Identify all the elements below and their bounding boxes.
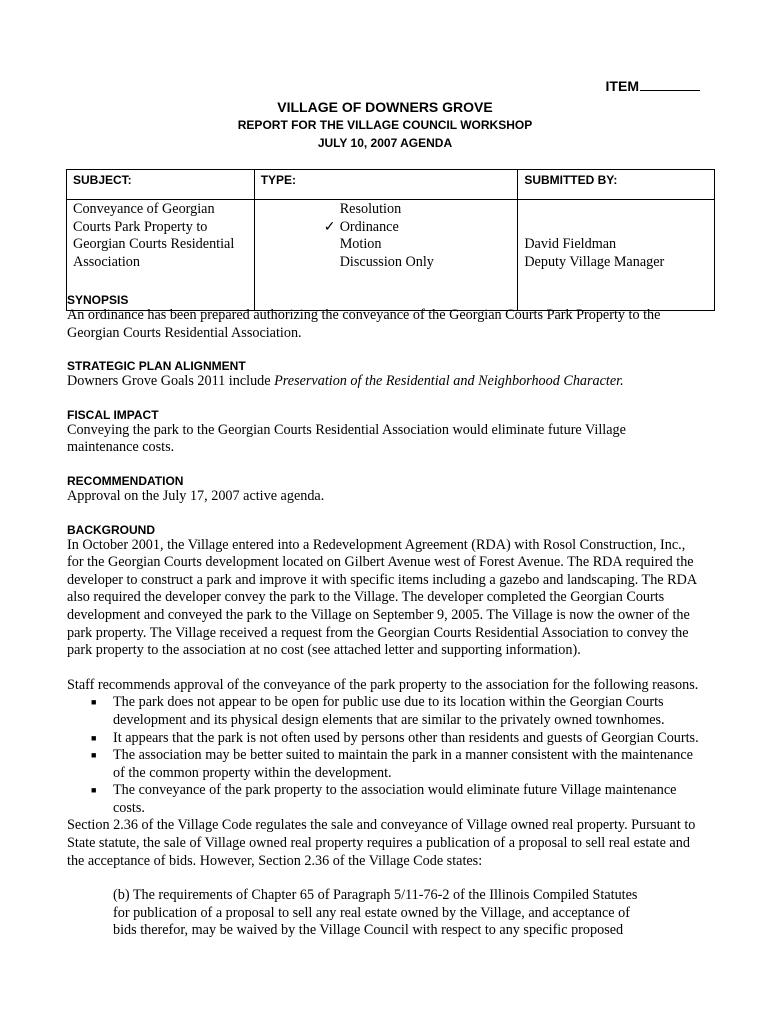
bullet-icon: ■ [91,785,97,796]
info-table [66,169,715,311]
type-option-discussion-only: Discussion Only [339,253,434,270]
strategic-plan-heading: STRATEGIC PLAN ALIGNMENT [67,359,246,374]
staff-recommendation-intro: Staff recommends approval of the conveyance of the park property to the association for the following reasons. [67,676,699,693]
strategic-plan-text: Downers Grove Goals 2011 include Preservation of the Residential and Neighborhood Character. [67,373,624,390]
code-quote: (b) The requirements of Chapter 65 of Paragraph 5/11-76-2 of the Illinois Compiled Statutes for publication of a proposal to sell any real estate owned by the Village, and acceptance of bids therefor, may be waived by the Village Council with respect to any specific proposed [113,887,638,939]
agenda-date: JULY 10, 2007 AGENDA [317,136,453,150]
fiscal-impact-heading: FISCAL IMPACT [67,407,159,422]
item-number-field [606,78,700,94]
bullet-icon: ■ [91,750,97,761]
recommendation-text: Approval on the July 17, 2007 active agenda. [67,487,325,504]
village-title: VILLAGE OF DOWNERS GROVE [277,99,493,115]
bullet-icon: ■ [91,697,97,708]
type-header: TYPE: [254,170,518,200]
synopsis-text: An ordinance has been prepared authorizing the conveyance of the Georgian Courts Park Property to the Georgian Courts Residential Association. [67,307,661,341]
report-title-block [0,98,770,153]
strategic-goal-italic: Preservation of the Residential and Neighborhood Character. [274,373,624,390]
list-item: ■ The association may be better suited to maintain the park in a manner consistent with the maintenance of the common property within the development. [91,747,693,781]
item-label: ITEM [605,78,639,94]
submitted-by-header: SUBMITTED BY: [518,170,715,200]
synopsis-section [67,293,717,342]
recommendation-section [67,474,717,506]
report-subtitle: REPORT FOR THE VILLAGE COUNCIL WORKSHOP [237,118,533,132]
reasons-list [67,694,717,817]
subject-line: Association [73,253,140,270]
synopsis-heading: SYNOPSIS [67,293,129,307]
subject-line: Conveyance of Georgian [73,201,215,217]
submitter-name: David Fieldman [524,236,617,252]
info-table-header-row [67,170,715,200]
recommendation-heading: RECOMMENDATION [67,473,184,488]
checkmark-icon: ✓ [323,218,336,235]
background-text: In October 2001, the Village entered into a Redevelopment Agreement (RDA) with Rosol Construction, Inc., for the Georgian Courts development located on Gilbert Avenue west of Forest Avenue. The RDA required the developer to construct a park and improve it with specific items including a gazebo and landscaping. The RDA also required the developer convey the park to the Village. The developer completed the Georgian Courts development and conveyed the park to the Village on September 9, 2005. The Village is now the owner of the park property. The Village received a request from the Georgian Courts Residential Association to convey the park property to the association at no cost (see attached letter and supporting information). [67,536,698,659]
list-item: ■ The park does not appear to be open for public use due to its location within the Georgian Courts development and its physical design elements that are similar to the privately owned townhomes. [91,694,665,728]
report-body [67,293,717,940]
fiscal-impact-section [67,408,717,457]
type-option-resolution: Resolution [339,201,402,217]
type-option-ordinance: ✓ Ordinance [323,218,399,235]
fiscal-impact-text: Conveying the park to the Georgian Courts Residential Association would eliminate future Village maintenance costs. [67,421,626,456]
subject-line: Georgian Courts Residential [73,236,235,253]
village-code-paragraph: Section 2.36 of the Village Code regulates the sale and conveyance of Village owned real property. Pursuant to State statute, the sale of Village owned real property requires a publication of a proposal to sell real estate and the acceptance of bids. However, Section 2.36 of the Village Code states: [67,817,696,869]
subject-header: SUBJECT: [67,170,255,200]
submitter-title: Deputy Village Manager [524,253,665,270]
subject-line: Courts Park Property to [73,218,208,235]
strategic-plan-section [67,359,717,391]
background-section [67,523,717,660]
background-heading: BACKGROUND [67,522,155,537]
list-item: ■ It appears that the park is not often used by persons other than residents and guests of Georgian Courts. [91,729,699,746]
bullet-icon: ■ [91,732,97,743]
list-item: ■ The conveyance of the park property to the association would eliminate future Village maintenance costs. [91,782,677,816]
item-blank-line [640,78,700,91]
type-option-motion: Motion [339,236,382,253]
